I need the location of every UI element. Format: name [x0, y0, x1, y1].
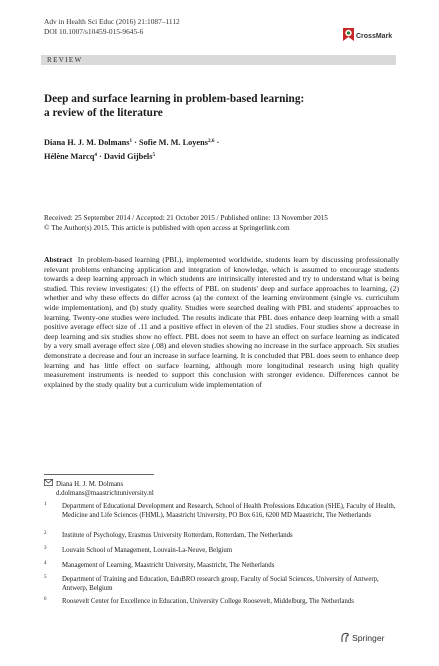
copyright-line: © The Author(s) 2015. This article is published with open access at Springerlink.com [44, 223, 290, 232]
author-affil-ref: 2,6 [207, 138, 215, 144]
author-name[interactable]: Sofie M. M. Loyens [139, 138, 208, 147]
publication-dates [44, 214, 399, 233]
article-title [44, 92, 374, 120]
section-label: REVIEW [47, 56, 83, 64]
affiliation-text: Louvain School of Management, Louvain-La-Neuve, Belgium [62, 547, 233, 554]
abstract [44, 255, 399, 389]
affiliation-text: Department of Educational Development and Research, School of Health Professions Education (SHE), Faculty of Health, Medicine and Life Sciences (FHML), Maastricht University, PO Box 616, 6200 MD Maastricht, The Netherlands [62, 503, 396, 519]
title-line: a review of the literature [44, 107, 163, 119]
abstract-text: In problem-based learning (PBL), implemented worldwide, students learn by discussing professionally relevant problems enhancing application and integration of knowledge, which is assumed to encourage students towards a deep learning approach in which students are intrinsically interested and try to understand what is being studied. This review investigates: (1) the effects of PBL on students' deep and surface approaches to learning, (2) whether and why these effects do differ across (a) the context of the learning environment (single vs. curriculum wide implementation), and (b) study quality. Studies were searched dealing with PBL and students' approaches to learning. Twenty-one studies were included. The results indicate that PBL does enhance deep learning with a small positive average effect size of .11 and a positive effect in eleven of the 21 studies. Four studies show a decrease in deep learning and six studies show no effect. PBL does not seem to have an effect on surface learning as indicated by a very small average effect size (.08) and eleven studies showing no increase in the surface approach. Six studies demonstrate a decrease and four an increase in surface learning. It is concluded that PBL does seem to enhance deep learning and has little effect on surface learning, although more longitudinal research using high quality measurement instruments is needed to support this conclusion with stronger evidence. Differences cannot be explained by the study quality but a curriculum wide implementation of [44, 255, 400, 389]
contact-name: Diana H. J. M. Dolmans [56, 481, 124, 488]
affiliation-number: 1 [44, 502, 47, 507]
envelope-icon [44, 479, 56, 489]
author-name[interactable]: Diana H. J. M. Dolmans [44, 138, 130, 147]
title-line: Deep and surface learning in problem-based learning: [44, 93, 305, 105]
author-name[interactable]: David Gijbels [103, 152, 153, 161]
affiliation-number: 6 [44, 597, 47, 602]
author-list: Diana H. J. M. Dolmans$^1$ · Sofie M. M. Loyens$^{2,6}$ · Hélène Marcq$^4$ · David Gijbels$^5$ [44, 138, 220, 161]
crossmark-icon [342, 26, 355, 44]
crossmark-label: CrossMark [356, 33, 393, 40]
journal-citation: Adv in Health Sci Educ (2016) 21:1087–1112 [44, 17, 180, 26]
affiliation-text: Department of Training and Education, EduBRO research group, Faculty of Social Sciences, University of Antwerp, Antwerp, Belgium [62, 576, 379, 592]
doi[interactable]: DOI 10.1007/s10459-015-9645-6 [44, 27, 144, 36]
corresponding-author [44, 479, 154, 498]
abstract-label: Abstract [44, 255, 73, 264]
author-name[interactable]: Hélène Marcq [44, 152, 95, 161]
affiliation-number: 4 [44, 561, 47, 566]
section-bar [41, 55, 396, 65]
author-affil-ref: 1 [129, 138, 133, 144]
publisher-logo [340, 632, 384, 645]
history-line: Received: 25 September 2014 / Accepted: 21 October 2015 / Published online: 13 November 2015 [44, 214, 328, 222]
affiliation-text: Management of Learning, Maastricht University, Maastricht, The Netherlands [62, 562, 275, 569]
affiliation-number: 2 [44, 531, 47, 536]
affiliation-text: Institute of Psychology, Erasmus University Rotterdam, Rotterdam, The Netherlands [62, 532, 293, 539]
crossmark-badge[interactable] [342, 26, 396, 48]
publisher-name: Springer [352, 633, 385, 643]
affiliation-number: 3 [44, 546, 47, 551]
springer-horse-icon [340, 632, 350, 645]
author-affil-ref: 4 [94, 152, 97, 158]
footnote-rule [44, 474, 154, 475]
contact-email[interactable]: d.dolmans@maastrichtuniversity.nl [56, 490, 154, 497]
author-affil-ref: 5 [152, 152, 156, 158]
affiliation-number: 5 [44, 575, 47, 580]
affiliation-text: Roosevelt Center for Excellence in Education, University College Roosevelt, Middelburg, The Netherlands [62, 598, 354, 605]
